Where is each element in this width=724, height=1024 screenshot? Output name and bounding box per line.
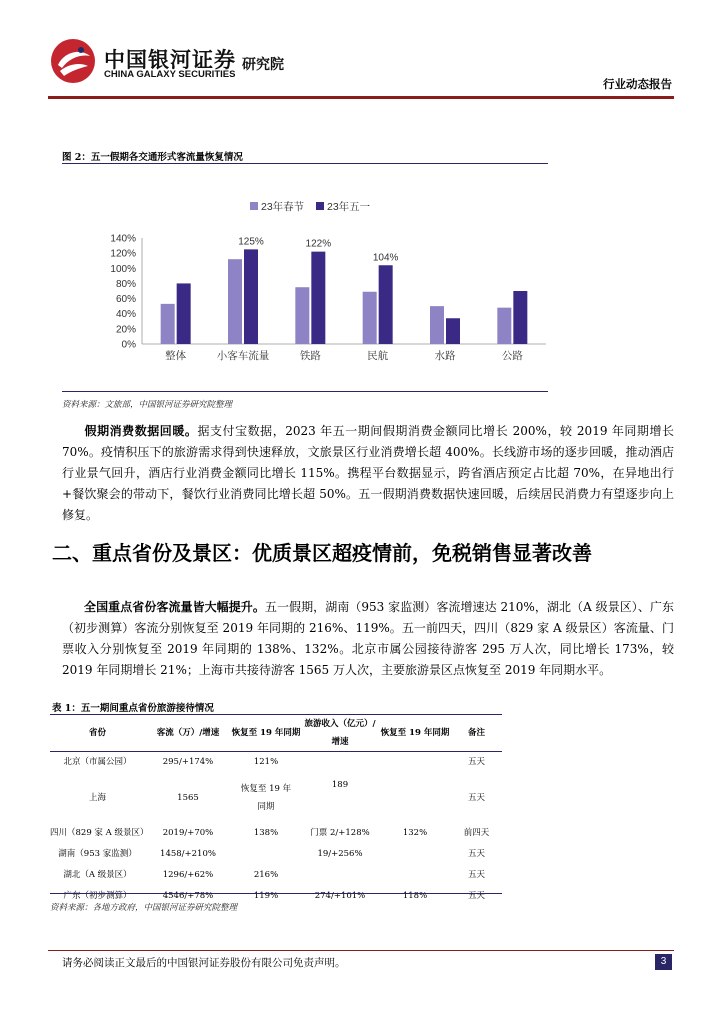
table-cell: 湖南（953 家监测）: [58, 849, 137, 859]
table-cell: 121%: [253, 757, 279, 767]
table-row: [50, 752, 502, 774]
bar: [177, 283, 191, 344]
table-cell: 五天: [467, 891, 485, 901]
legend-swatch: [316, 202, 324, 210]
x-tick-label: 铁路: [299, 350, 321, 362]
data-label: 104%: [372, 252, 399, 264]
bar: [446, 318, 460, 344]
galaxy-logo-icon: [50, 38, 96, 84]
paragraph-body: 五一假期，湖南（953 家监测）客流增速达 210%，湖北（A 级景区）、广东（初步测算）客流分别恢复至 2019 年同期的 216%、119%。五一前四天，四川（829 家 A 级景区）客流量、门票收入分别恢复至 2019 年同期的 138%、132%。北京市属公园接待游客 295 万人次，同比增长 173%，较 2019 年同期增长 21%；上海市共接待游客 1565 万人次，主要旅游景区点恢复至 2019 年同期水平。: [62, 600, 674, 677]
y-tick-label: 140%: [110, 233, 136, 245]
column-header: 旅游收入（亿元）/增速: [301, 715, 379, 752]
table-source: 资料来源：各地方政府，中国银河证券研究院整理: [50, 903, 238, 913]
table-bottom-rule: [50, 893, 502, 894]
column-header: 备注: [451, 715, 502, 752]
table-cell: 四川（829 家 A 级景区）: [50, 828, 149, 838]
table-cell: 1565: [177, 792, 199, 803]
brand-name-cn: 中国银河证券: [104, 48, 236, 72]
table-cell: 4546/+78%: [162, 891, 214, 901]
data-label: 122%: [305, 238, 332, 250]
table-cell: 北京（市属公园）: [63, 757, 132, 767]
page-number: 3: [655, 954, 672, 970]
paragraph-lead: 假期消费数据回暖。: [84, 424, 198, 438]
table-cell: 广东（初步测算）: [63, 891, 132, 901]
table-cell: 2019/+70%: [162, 828, 214, 838]
bar: [228, 259, 242, 344]
table-cell: 门票 2/+128%: [310, 828, 370, 838]
table-title: 表 1：五一期间重点省份旅游接待情况: [52, 703, 214, 714]
table-cell: 119%: [253, 891, 279, 901]
bar: [430, 306, 444, 344]
bar: [161, 304, 175, 344]
figure-bottom-rule: [62, 391, 548, 392]
legend-label: 23年春节: [261, 201, 305, 213]
bar: [363, 292, 377, 344]
bar-chart: [60, 190, 550, 370]
table-row: [50, 773, 502, 823]
section-heading: 二、重点省份及景区：优质景区超疫情前，免税销售显著改善: [52, 541, 592, 565]
y-tick-label: 100%: [110, 263, 136, 275]
bar: [311, 252, 325, 344]
y-tick-label: 20%: [115, 324, 136, 336]
report-type-label: 行业动态报告: [603, 77, 672, 91]
legend-label: 23年五一: [327, 201, 371, 213]
y-tick-label: 120%: [110, 248, 136, 260]
table-cell: 1458/+210%: [160, 849, 216, 859]
figure-source: 资料来源：文旅部，中国银河证券研究院整理: [62, 400, 233, 410]
figure-title: 图 2：五一假期各交通形式客流量恢复情况: [62, 152, 243, 163]
table-cell: [379, 773, 451, 823]
table-cell: 295/+174%: [162, 757, 214, 767]
y-tick-label: 0%: [121, 339, 136, 351]
column-header: 客流（万）/增速: [145, 715, 231, 752]
table-cell: 五天: [467, 757, 485, 767]
table-cell: 前四天: [463, 828, 490, 838]
table-row: [50, 865, 502, 886]
table-cell: 132%: [402, 828, 428, 838]
x-tick-label: 水路: [434, 350, 456, 362]
column-header: 省份: [50, 715, 145, 752]
table-cell: 五天: [467, 870, 485, 880]
figure-top-rule: [62, 163, 548, 164]
y-tick-label: 40%: [115, 309, 136, 321]
header-divider: [48, 96, 674, 99]
table-cell: 湖北（A 级景区）: [63, 870, 132, 880]
x-tick-label: 民航: [367, 350, 389, 362]
table-cell: 恢复至 19 年同期: [240, 784, 292, 812]
bar: [244, 249, 258, 344]
table-row: [50, 844, 502, 865]
table-cell: 138%: [253, 828, 279, 838]
footer-disclaimer: 请务必阅读正文最后的中国银河证券股份有限公司免责声明。: [62, 957, 346, 969]
table-cell: 118%: [402, 891, 428, 901]
table-cell: 五天: [467, 849, 485, 859]
table-cell: [379, 752, 451, 774]
table-cell: 上海: [88, 792, 106, 803]
column-header: 恢复至 19 年同期: [379, 715, 451, 752]
paragraph-lead: 全国重点省份客流量皆大幅提升。: [84, 600, 265, 614]
legend-swatch: [250, 202, 258, 210]
footer-divider: [48, 950, 674, 951]
data-label: 125%: [238, 236, 264, 248]
table-cell: [379, 844, 451, 865]
paragraph-provinces: [62, 597, 674, 681]
x-tick-label: 整体: [165, 350, 187, 362]
brand-name-en: CHINA GALAXY SECURITIES: [104, 69, 236, 80]
table-cell: 五天: [467, 792, 485, 803]
y-tick-label: 80%: [115, 278, 136, 290]
paragraph-consumption: [62, 421, 674, 526]
brand-institute: 研究院: [242, 57, 284, 73]
bar: [295, 287, 309, 344]
province-tourism-table: [50, 715, 502, 907]
table-cell: [301, 752, 379, 774]
bar: [379, 265, 393, 344]
table-cell: [301, 865, 379, 886]
table-cell: 216%: [253, 870, 279, 880]
table-row: [50, 823, 502, 844]
table-cell: 274/+101%: [314, 891, 366, 901]
column-header: 恢复至 19 年同期: [231, 715, 301, 752]
x-tick-label: 公路: [501, 350, 523, 362]
table-cell: [231, 844, 301, 865]
table-cell: 19/+256%: [317, 849, 363, 859]
table-cell: 189: [331, 780, 349, 790]
table-header-row: [50, 715, 502, 752]
table-cell: [379, 865, 451, 886]
y-tick-label: 60%: [115, 294, 136, 306]
bar: [497, 308, 511, 344]
x-tick-label: 小客车流量: [216, 350, 270, 362]
table-cell: 1296/+62%: [162, 870, 214, 880]
paragraph-body: 据支付宝数据，2023 年五一期间假期消费金额同比增长 200%，较 2019 年同期增长 70%。疫情积压下的旅游需求得到快速释放，文旅景区行业消费增长超 400%。长线游市场的逐步回暖，推动酒店行业景气回升，酒店行业消费金额同比增长 115%。携程平台数据显示，跨省酒店预定占比超 70%，在异地出行+餐饮聚会的带动下，餐饮行业消费同比增长超 50%。五一假期消费数据快速回暖，后续居民消费力有望逐步向上修复。: [62, 424, 674, 522]
bar: [513, 291, 527, 344]
